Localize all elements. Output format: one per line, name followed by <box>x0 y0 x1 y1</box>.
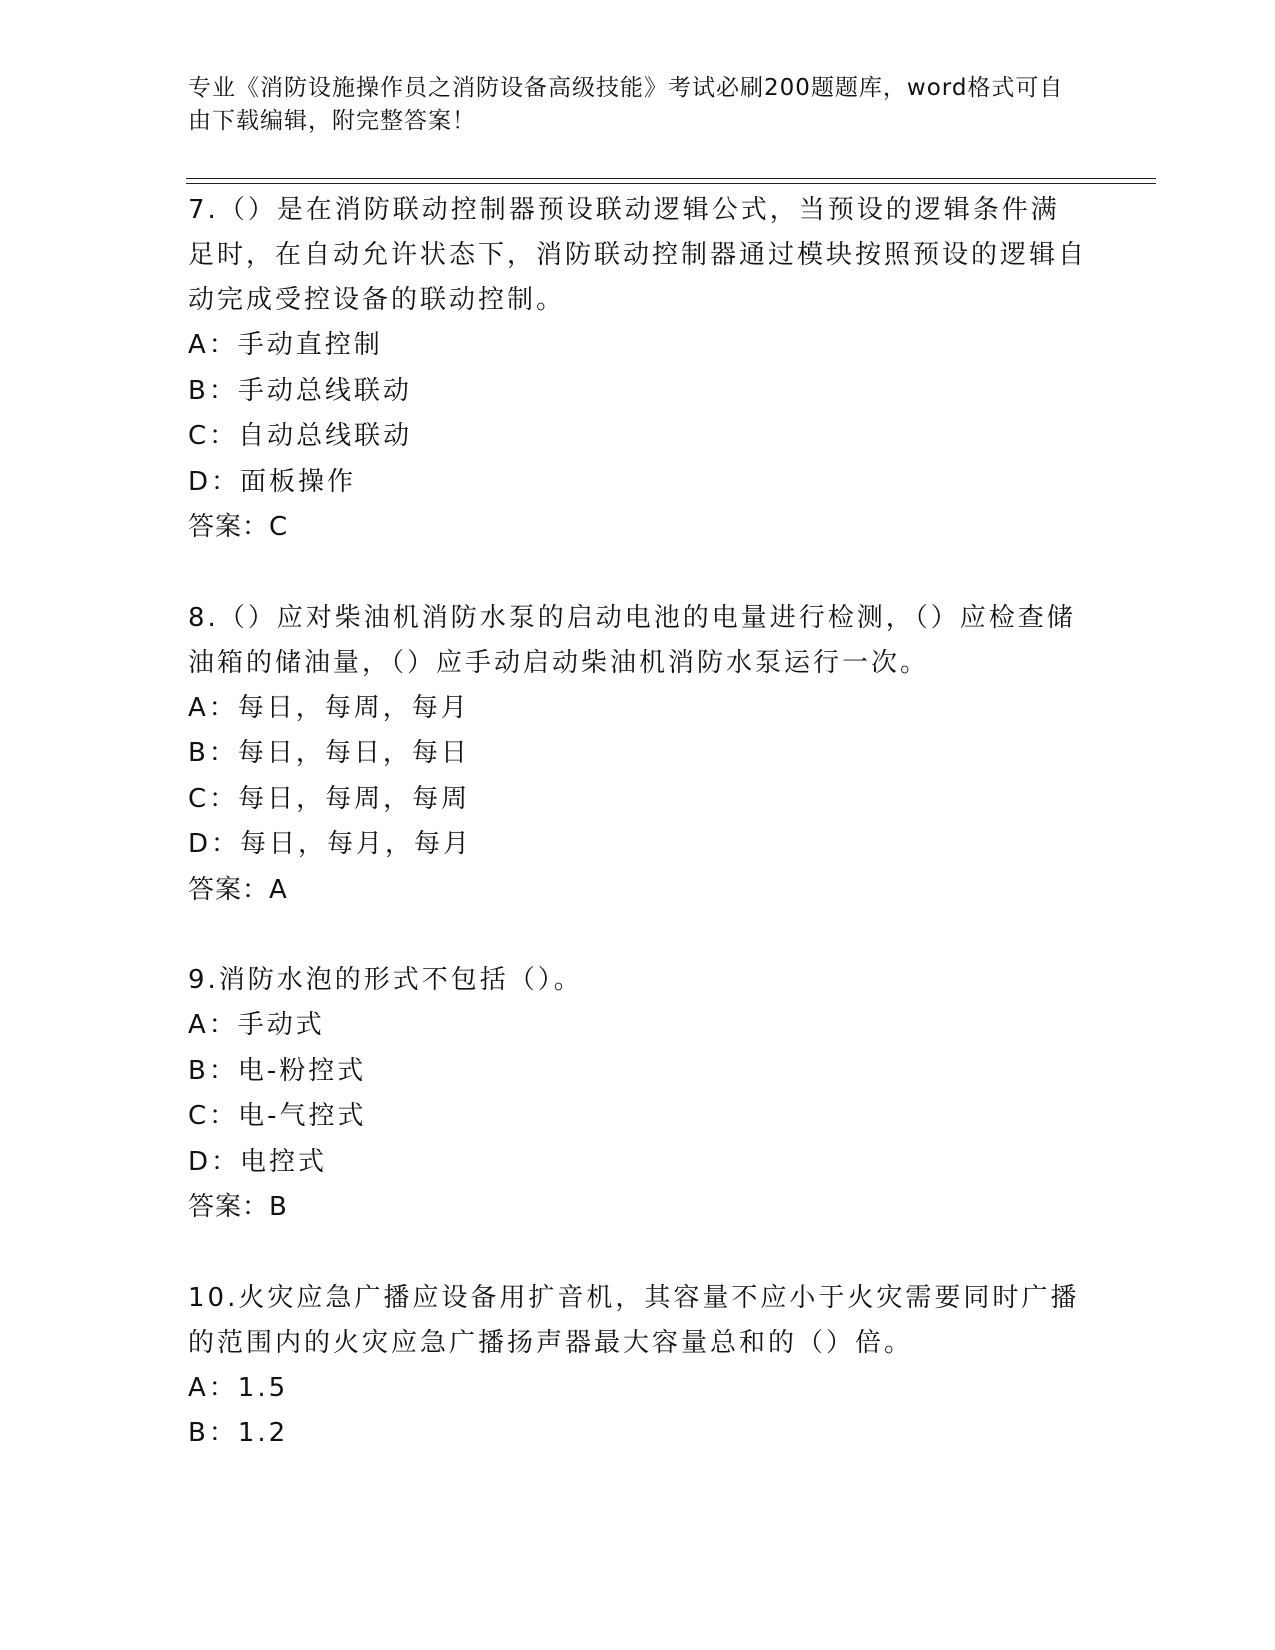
question-text: 7.（）是在消防联动控制器预设联动逻辑公式，当预设的逻辑条件满足时，在自动允许状态下，消防联动控制器通过模块按照预设的逻辑自动完成受控设备的联动控制。 <box>188 195 1088 315</box>
option-c: C：电-气控式 <box>188 1101 367 1131</box>
answer-line: 答案：B <box>188 1192 288 1222</box>
header-divider-top <box>186 178 1156 179</box>
option-a: A：1.5 <box>188 1372 289 1403</box>
question-10 <box>188 1276 1088 1457</box>
question-list <box>188 188 1088 1457</box>
option-c: C：每日，每周，每周 <box>188 783 471 814</box>
question-text: 8.（）应对柴油机消防水泵的启动电池的电量进行检测，（）应检查储油箱的储油量，（）应手动启动柴油机消防水泵运行一次。 <box>188 602 1076 678</box>
question-9 <box>188 958 1088 1231</box>
header-divider-bottom <box>186 183 1156 184</box>
option-d: D：面板操作 <box>188 466 357 497</box>
question-8 <box>188 596 1088 914</box>
option-a: A：每日，每周，每月 <box>188 692 470 723</box>
option-b: B：手动总线联动 <box>188 375 412 406</box>
option-d: D：每日，每月，每月 <box>188 829 473 859</box>
option-b: B：电-粉控式 <box>188 1055 367 1086</box>
option-d: D：电控式 <box>188 1146 328 1177</box>
question-text: 9.消防水泡的形式不包括（）。 <box>188 965 583 995</box>
option-a: A：手动式 <box>188 1010 325 1040</box>
option-b: B：1.2 <box>188 1418 289 1448</box>
option-b: B：每日，每日，每日 <box>188 738 470 768</box>
option-a: A：手动直控制 <box>188 330 383 360</box>
answer-line: 答案：A <box>188 874 288 905</box>
option-c: C：自动总线联动 <box>188 421 413 451</box>
answer-line: 答案：C <box>188 512 289 542</box>
question-7 <box>188 188 1088 551</box>
question-text: 10.火灾应急广播应设备用扩音机，其容量不应小于火灾需要同时广播的范围内的火灾应急广播扬声器最大容量总和的（）倍。 <box>188 1282 1080 1358</box>
document-header: 专业《消防设施操作员之消防设备高级技能》考试必刷200题题库，word格式可自由下载编辑，附完整答案！ <box>188 75 1064 134</box>
